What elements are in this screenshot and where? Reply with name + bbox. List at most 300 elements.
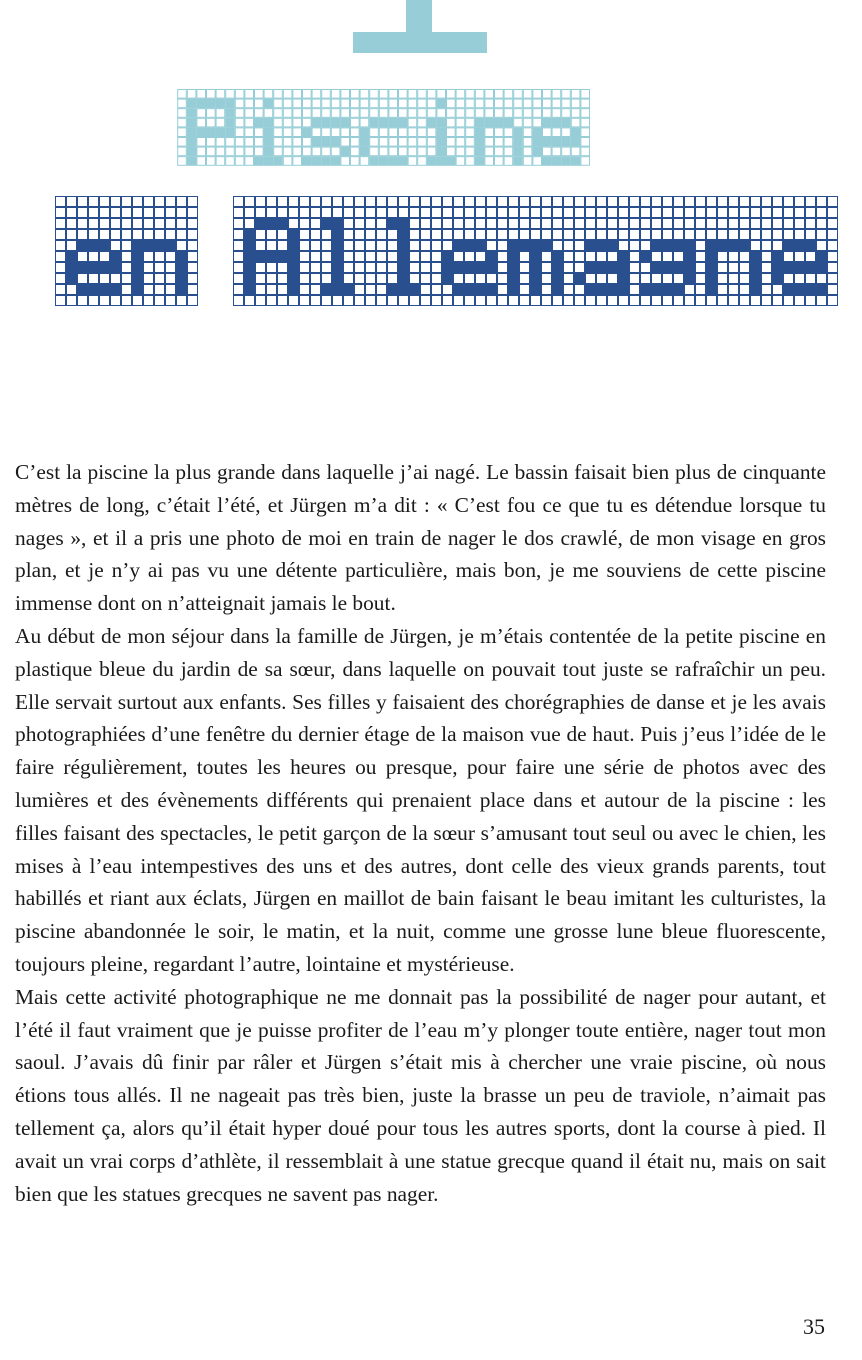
title-pixel-off	[122, 274, 132, 284]
title-pixel-on	[509, 241, 519, 251]
title-pixel-off	[255, 99, 264, 108]
title-pixel-off	[300, 241, 310, 251]
title-pixel-off	[443, 285, 453, 295]
title-pixel-off	[795, 197, 805, 207]
title-pixel-off	[267, 197, 277, 207]
title-pixel-off	[674, 219, 684, 229]
title-pixel-off	[410, 252, 420, 262]
title-pixel-off	[351, 118, 360, 127]
title-pixel-off	[575, 263, 585, 273]
title-pixel-off	[311, 274, 321, 284]
title-pixel-off	[421, 296, 431, 306]
title-pixel-on	[133, 263, 143, 273]
title-pixel-off	[729, 219, 739, 229]
title-pixel-off	[729, 252, 739, 262]
title-pixel-off	[475, 90, 484, 99]
title-pixel-on	[256, 219, 266, 229]
title-pixel-on	[562, 157, 571, 166]
title-pixel-off	[663, 230, 673, 240]
title-pixel-off	[465, 197, 475, 207]
title-pixel-off	[355, 230, 365, 240]
title-pixel-off	[226, 138, 235, 147]
title-pixel-off	[370, 90, 379, 99]
title-pixel-off	[410, 274, 420, 284]
title-pixel-off	[274, 90, 283, 99]
title-pixel-off	[523, 99, 532, 108]
title-pixel-off	[122, 296, 132, 306]
title-pixel-off	[485, 109, 494, 118]
title-pixel-off	[234, 263, 244, 273]
title-pixel-off	[344, 296, 354, 306]
title-pixel-off	[806, 230, 816, 240]
title-pixel-off	[235, 128, 244, 137]
title-pixel-off	[322, 252, 332, 262]
title-pixel-off	[421, 274, 431, 284]
title-pixel-off	[498, 241, 508, 251]
title-pixel-off	[366, 252, 376, 262]
title-pixel-off	[360, 157, 369, 166]
title-pixel-off	[817, 208, 827, 218]
title-pixel-off	[267, 285, 277, 295]
title-pixel-off	[370, 99, 379, 108]
title-pixel-off	[197, 109, 206, 118]
title-pixel-on	[331, 138, 340, 147]
title-pixel-off	[133, 296, 143, 306]
title-pixel-off	[575, 230, 585, 240]
title-pixel-on	[533, 128, 542, 137]
title-pixel-off	[418, 138, 427, 147]
title-pixel-off	[366, 263, 376, 273]
title-pixel-off	[454, 197, 464, 207]
title-pixel-off	[322, 109, 331, 118]
title-pixel-off	[465, 230, 475, 240]
title-pixel-off	[571, 118, 580, 127]
title-pixel-off	[447, 109, 456, 118]
title-pixel-on	[177, 274, 187, 284]
title-pixel-off	[575, 285, 585, 295]
title-pixel-off	[773, 219, 783, 229]
title-pixel-on	[322, 138, 331, 147]
title-pixel-off	[465, 219, 475, 229]
title-pixel-off	[454, 230, 464, 240]
title-pixel-off	[67, 285, 77, 295]
title-pixel-off	[740, 285, 750, 295]
title-pixel-off	[685, 219, 695, 229]
title-pixel-off	[630, 230, 640, 240]
title-pixel-off	[278, 208, 288, 218]
title-pixel-off	[178, 99, 187, 108]
title-pixel-off	[597, 274, 607, 284]
title-pixel-off	[245, 128, 254, 137]
title-pixel-on	[707, 241, 717, 251]
title-pixel-off	[388, 263, 398, 273]
title-pixel-off	[235, 157, 244, 166]
title-pixel-off	[399, 99, 408, 108]
title-pixel-off	[155, 252, 165, 262]
title-pixel-off	[389, 90, 398, 99]
title-pixel-on	[187, 109, 196, 118]
title-pixel-off	[144, 252, 154, 262]
title-pixel-off	[421, 285, 431, 295]
title-pixel-off	[504, 128, 513, 137]
title-pixel-on	[707, 285, 717, 295]
title-pixel-off	[443, 296, 453, 306]
title-pixel-on	[133, 274, 143, 284]
title-pixel-off	[718, 219, 728, 229]
title-pixel-off	[456, 109, 465, 118]
title-pixel-off	[806, 219, 816, 229]
title-pixel-off	[575, 197, 585, 207]
title-pixel-off	[78, 219, 88, 229]
title-pixel-off	[245, 208, 255, 218]
title-pixel-off	[166, 197, 176, 207]
title-pixel-off	[828, 296, 838, 306]
title-pixel-off	[216, 90, 225, 99]
title-pixel-off	[476, 230, 486, 240]
title-pixel-on	[652, 285, 662, 295]
title-pixel-on	[67, 263, 77, 273]
title-pixel-off	[67, 296, 77, 306]
title-pixel-off	[303, 90, 312, 99]
title-pixel-off	[178, 128, 187, 137]
title-pixel-on	[133, 252, 143, 262]
title-pixel-on	[685, 263, 695, 273]
title-pixel-off	[216, 147, 225, 156]
title-pixel-off	[344, 241, 354, 251]
title-pixel-off	[475, 99, 484, 108]
title-pixel-off	[630, 274, 640, 284]
title-pixel-off	[806, 296, 816, 306]
title-pixel-off	[487, 274, 497, 284]
title-pixel-off	[520, 197, 530, 207]
title-pixel-off	[533, 99, 542, 108]
title-pixel-off	[399, 128, 408, 137]
title-pixel-on	[333, 241, 343, 251]
title-pixel-off	[543, 147, 552, 156]
title-pixel-off	[388, 252, 398, 262]
title-pixel-off	[552, 128, 561, 137]
title-pixel-on	[575, 274, 585, 284]
title-pixel-off	[562, 128, 571, 137]
title-pixel-on	[255, 118, 264, 127]
title-pixel-on	[245, 252, 255, 262]
title-pixel-off	[421, 208, 431, 218]
title-pixel-off	[718, 274, 728, 284]
title-pixel-on	[410, 285, 420, 295]
title-pixel-off	[111, 208, 121, 218]
title-pixel-on	[487, 285, 497, 295]
title-pixel-off	[663, 208, 673, 218]
title-pixel-on	[245, 274, 255, 284]
title-pixel-off	[762, 219, 772, 229]
title-pixel-off	[178, 138, 187, 147]
title-pixel-on	[475, 128, 484, 137]
title-pixel-off	[377, 252, 387, 262]
title-pixel-off	[562, 90, 571, 99]
title-pixel-off	[293, 138, 302, 147]
title-pixel-off	[504, 109, 513, 118]
title-pixel-off	[447, 99, 456, 108]
title-pixel-off	[762, 230, 772, 240]
title-pixel-off	[552, 109, 561, 118]
title-pixel-off	[718, 285, 728, 295]
title-pixel-off	[322, 90, 331, 99]
title-pixel-off	[456, 99, 465, 108]
title-pixel-off	[696, 263, 706, 273]
title-pixel-on	[264, 147, 273, 156]
title-pixel-off	[564, 219, 574, 229]
title-pixel-on	[533, 138, 542, 147]
title-pixel-off	[520, 219, 530, 229]
title-pixel-on	[552, 138, 561, 147]
title-pixel-on	[177, 252, 187, 262]
title-pixel-off	[418, 157, 427, 166]
title-word-en	[56, 197, 198, 306]
title-pixel-on	[586, 263, 596, 273]
title-pixel-on	[443, 252, 453, 262]
title-pixel-on	[187, 138, 196, 147]
title-pixel-off	[421, 263, 431, 273]
title-pixel-off	[177, 197, 187, 207]
title-pixel-off	[89, 208, 99, 218]
title-pixel-off	[283, 118, 292, 127]
title-pixel-off	[274, 138, 283, 147]
title-pixel-on	[187, 157, 196, 166]
title-pixel-off	[410, 208, 420, 218]
title-pixel-off	[447, 138, 456, 147]
title-pixel-off	[581, 99, 590, 108]
title-pixel-off	[784, 197, 794, 207]
title-pixel-off	[685, 197, 695, 207]
title-pixel-off	[466, 109, 475, 118]
title-pixel-off	[466, 138, 475, 147]
title-pixel-on	[543, 118, 552, 127]
title-pixel-off	[421, 241, 431, 251]
title-pixel-off	[466, 147, 475, 156]
title-pixel-off	[504, 99, 513, 108]
title-pixel-off	[245, 99, 254, 108]
title-pixel-off	[155, 197, 165, 207]
title-pixel-off	[586, 296, 596, 306]
title-pixel-on	[289, 274, 299, 284]
title-pixel-off	[498, 252, 508, 262]
title-pixel-on	[454, 285, 464, 295]
title-pixel-off	[399, 138, 408, 147]
title-pixel-off	[111, 219, 121, 229]
title-pixel-on	[674, 285, 684, 295]
title-pixel-off	[597, 208, 607, 218]
title-pixel-off	[155, 296, 165, 306]
title-pixel-off	[388, 197, 398, 207]
title-pixel-off	[509, 230, 519, 240]
title-pixel-off	[293, 157, 302, 166]
title-pixel-off	[245, 219, 255, 229]
title-pixel-off	[188, 208, 198, 218]
title-pixel-off	[427, 109, 436, 118]
title-pixel-off	[586, 274, 596, 284]
title-pixel-off	[155, 208, 165, 218]
title-pixel-on	[226, 128, 235, 137]
title-pixel-off	[56, 263, 66, 273]
title-pixel-off	[504, 157, 513, 166]
title-pixel-off	[773, 197, 783, 207]
title-pixel-off	[331, 99, 340, 108]
title-pixel-off	[78, 296, 88, 306]
title-pixel-off	[274, 109, 283, 118]
title-pixel-on	[447, 157, 456, 166]
title-pixel-off	[289, 197, 299, 207]
title-pixel-off	[498, 296, 508, 306]
title-pixel-off	[283, 109, 292, 118]
title-pixel-off	[166, 208, 176, 218]
title-pixel-off	[740, 230, 750, 240]
title-pixel-off	[360, 99, 369, 108]
title-pixel-on	[331, 157, 340, 166]
title-pixel-off	[696, 230, 706, 240]
title-pixel-on	[553, 263, 563, 273]
title-pixel-off	[312, 109, 321, 118]
title-pixel-off	[523, 109, 532, 118]
title-pixel-off	[351, 157, 360, 166]
title-pixel-off	[56, 252, 66, 262]
title-pixel-off	[256, 296, 266, 306]
title-pixel-off	[207, 109, 216, 118]
title-pixel-off	[421, 230, 431, 240]
title-pixel-on	[784, 285, 794, 295]
title-pixel-off	[234, 252, 244, 262]
title-pixel-on	[553, 274, 563, 284]
title-pixel-off	[652, 208, 662, 218]
title-pixel-off	[696, 219, 706, 229]
title-pixel-off	[56, 285, 66, 295]
title-pixel-on	[509, 285, 519, 295]
title-pixel-off	[523, 157, 532, 166]
title-pixel-off	[619, 230, 629, 240]
title-pixel-off	[418, 99, 427, 108]
title-pixel-off	[67, 241, 77, 251]
title-pixel-on	[437, 138, 446, 147]
page-number: 35	[803, 1314, 825, 1339]
title-pixel-off	[795, 230, 805, 240]
title-pixel-off	[311, 197, 321, 207]
title-pixel-off	[379, 90, 388, 99]
title-pixel-off	[421, 197, 431, 207]
title-pixel-off	[278, 274, 288, 284]
title-pixel-off	[795, 219, 805, 229]
title-pixel-on	[399, 118, 408, 127]
title-pixel-off	[311, 296, 321, 306]
title-pixel-off	[166, 263, 176, 273]
title-pixel-off	[795, 296, 805, 306]
title-pixel-off	[456, 147, 465, 156]
title-pixel-off	[751, 230, 761, 240]
title-pixel-off	[707, 208, 717, 218]
title-pixel-on	[520, 241, 530, 251]
title-pixel-on	[399, 241, 409, 251]
title-pixel-off	[311, 230, 321, 240]
title-pixel-off	[729, 285, 739, 295]
title-pixel-off	[740, 274, 750, 284]
title-pixel-off	[322, 99, 331, 108]
title-pixel-off	[188, 285, 198, 295]
title-pixel-off	[495, 138, 504, 147]
title-pixel-on	[729, 241, 739, 251]
title-pixel-off	[828, 219, 838, 229]
title-pixel-off	[178, 109, 187, 118]
title-pixel-off	[122, 197, 132, 207]
title-pixel-off	[553, 296, 563, 306]
title-pixel-off	[379, 138, 388, 147]
title-pixel-off	[498, 230, 508, 240]
title-pixel-off	[56, 197, 66, 207]
title-pixel-on	[571, 138, 580, 147]
title-pixel-off	[729, 208, 739, 218]
title-pixel-off	[784, 208, 794, 218]
title-pixel-off	[437, 109, 446, 118]
title-pixel-off	[762, 274, 772, 284]
title-pixel-off	[283, 99, 292, 108]
title-pixel-off	[410, 263, 420, 273]
title-pixel-on	[264, 138, 273, 147]
title-pixel-on	[267, 219, 277, 229]
title-pixel-off	[89, 296, 99, 306]
title-pixel-off	[586, 252, 596, 262]
title-pixel-on	[553, 285, 563, 295]
title-pixel-off	[322, 230, 332, 240]
title-pixel-off	[542, 263, 552, 273]
paragraph-1: C’est la piscine la plus grande dans laquelle j’ai nagé. Le bassin faisait bien plus de cinquante mètres de long, c’était l’été, et Jürgen m’a dit : « C’est fou ce que tu es détendue lorsque tu nages », et il a pris une photo de moi en train de nager le dos crawlé, de mon visage en gros plan, et je n’y ai pas vu une détente particulière, mais bon, je me souviens de cette piscine immense dont on n’atteignait jamais le bout.	[15, 460, 826, 616]
title-pixel-off	[543, 90, 552, 99]
title-pixel-off	[630, 263, 640, 273]
title-pixel-off	[432, 296, 442, 306]
title-pixel-on	[465, 241, 475, 251]
title-pixel-on	[111, 285, 121, 295]
title-pixel-off	[553, 219, 563, 229]
title-pixel-off	[418, 128, 427, 137]
title-pixel-off	[740, 263, 750, 273]
title-pixel-on	[562, 138, 571, 147]
title-pixel-off	[360, 118, 369, 127]
title-pixel-off	[100, 252, 110, 262]
title-pixel-off	[523, 118, 532, 127]
title-pixel-off	[188, 263, 198, 273]
title-pixel-off	[581, 138, 590, 147]
title-pixel-off	[828, 208, 838, 218]
title-pixel-off	[571, 147, 580, 156]
title-pixel-off	[289, 219, 299, 229]
title-pixel-off	[571, 109, 580, 118]
title-pixel-on	[289, 241, 299, 251]
title-pixel-off	[377, 285, 387, 295]
title-pixel-off	[784, 274, 794, 284]
title-pixel-off	[379, 147, 388, 156]
title-pixel-off	[597, 252, 607, 262]
title-pixel-on	[543, 138, 552, 147]
title-pixel-off	[663, 197, 673, 207]
title-pixel-on	[475, 118, 484, 127]
title-pixel-off	[575, 219, 585, 229]
title-pixel-on	[177, 285, 187, 295]
title-pixel-off	[597, 296, 607, 306]
title-pixel-off	[155, 263, 165, 273]
title-pixel-off	[111, 241, 121, 251]
title-pixel-on	[443, 263, 453, 273]
title-pixel-on	[322, 219, 332, 229]
title-pixel-off	[543, 128, 552, 137]
title-pixel-on	[399, 274, 409, 284]
title-pixel-off	[729, 197, 739, 207]
title-pixel-on	[773, 263, 783, 273]
